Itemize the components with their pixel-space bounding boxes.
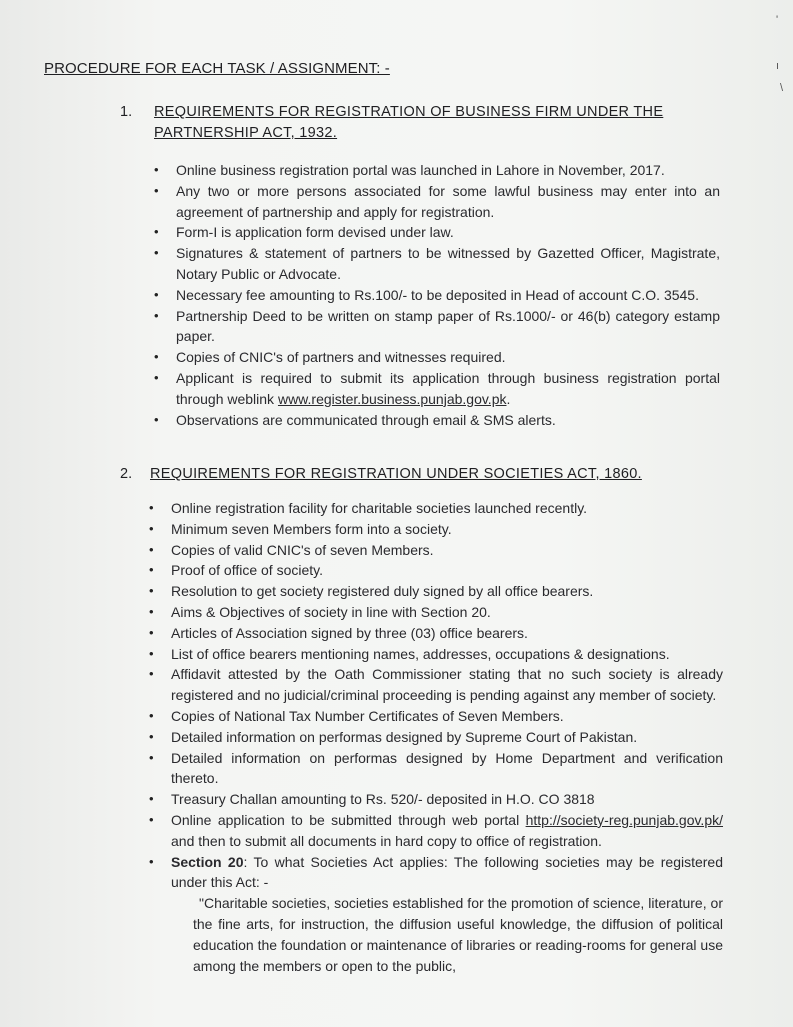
list-item: • Partnership Deed to be written on stamp paper of Rs.1000/- or 46(b) category estamp paper. [176, 306, 720, 348]
list-item: • Minimum seven Members form into a society. [171, 519, 723, 540]
list-item: • Any two or more persons associated for some lawful business may enter into an agreement of partnership and apply for registration. [176, 181, 720, 223]
list-item: • Affidavit attested by the Oath Commissioner stating that no such society is already registered and no judicial/criminal proceeding is pending against any member of society. [171, 664, 723, 706]
section-heading: REQUIREMENTS FOR REGISTRATION UNDER SOCIETIES ACT, 1860. [150, 466, 642, 482]
list-item-end: and then to submit all documents in hard copy to office of registration. [171, 832, 602, 849]
margin-mark: \ [780, 82, 784, 94]
list-item [171, 852, 723, 977]
list-item: • Copies of National Tax Number Certificates of Seven Members. [171, 706, 723, 727]
section2-list [171, 498, 723, 976]
list-item: • Copies of CNIC's of partners and witnesses required. [176, 347, 720, 368]
section1-list [176, 160, 720, 430]
list-item: • Signatures & statement of partners to be witnessed by Gazetted Officer, Magistrate, Notary Public or Advocate. [176, 243, 720, 285]
section20-quote: "Charitable societies, societies established for the promotion of science, literature, or the fine arts, for instruction, the diffusion useful knowledge, the diffusion of political education the foundation or maintenance of libraries or reading-rooms for general use among the members or open to the public, [193, 895, 723, 974]
page-title: PROCEDURE FOR EACH TASK / ASSIGNMENT: - [44, 60, 390, 77]
list-item: • Form-I is application form devised under law. [176, 222, 720, 243]
society-portal-link[interactable]: http://society-reg.punjab.gov.pk/ [525, 811, 724, 828]
list-item: • Treasury Challan amounting to Rs. 520/- deposited in H.O. CO 3818 [171, 789, 723, 810]
list-item: • Detailed information on performas designed by Supreme Court of Pakistan. [171, 727, 723, 748]
section-number: 1. [120, 104, 133, 120]
list-item: • Detailed information on performas designed by Home Department and verification thereto. [171, 748, 723, 790]
section-number: 2. [120, 466, 133, 482]
list-item: • Articles of Association signed by three (03) office bearers. [171, 623, 723, 644]
list-item: • Online business registration portal was launched in Lahore in November, 2017. [176, 160, 720, 181]
list-item-end: . [506, 390, 511, 407]
list-item: • Observations are communicated through email & SMS alerts. [176, 410, 720, 431]
list-item [176, 368, 720, 410]
list-item: • Necessary fee amounting to Rs.100/- to be deposited in Head of account C.O. 3545. [176, 285, 720, 306]
list-item-text: Online application to be submitted through web portal [171, 811, 520, 828]
section-heading: REQUIREMENTS FOR REGISTRATION OF BUSINESS FIRM UNDER THE PARTNERSHIP ACT, 1932. [154, 104, 664, 141]
list-item [171, 810, 723, 852]
list-item: • Online registration facility for charitable societies launched recently. [171, 498, 723, 519]
section20-text: : To what Societies Act applies: The following societies may be registered under this Act: - [171, 853, 724, 891]
list-item: • List of office bearers mentioning names, addresses, occupations & designations. [171, 644, 723, 665]
margin-mark: ı [776, 60, 780, 72]
list-item: • Aims & Objectives of society in line with Section 20. [171, 602, 723, 623]
section20-label: Section 20 [171, 853, 244, 870]
list-item: • Proof of office of society. [171, 560, 723, 581]
list-item-text: Applicant is required to submit its application through business registration portal through weblink [176, 369, 720, 407]
registration-weblink[interactable]: www.register.business.punjab.gov.pk [277, 390, 507, 407]
list-item: • Copies of valid CNIC's of seven Members. [171, 540, 723, 561]
margin-mark: ' [776, 14, 779, 26]
list-item: • Resolution to get society registered duly signed by all office bearers. [171, 581, 723, 602]
